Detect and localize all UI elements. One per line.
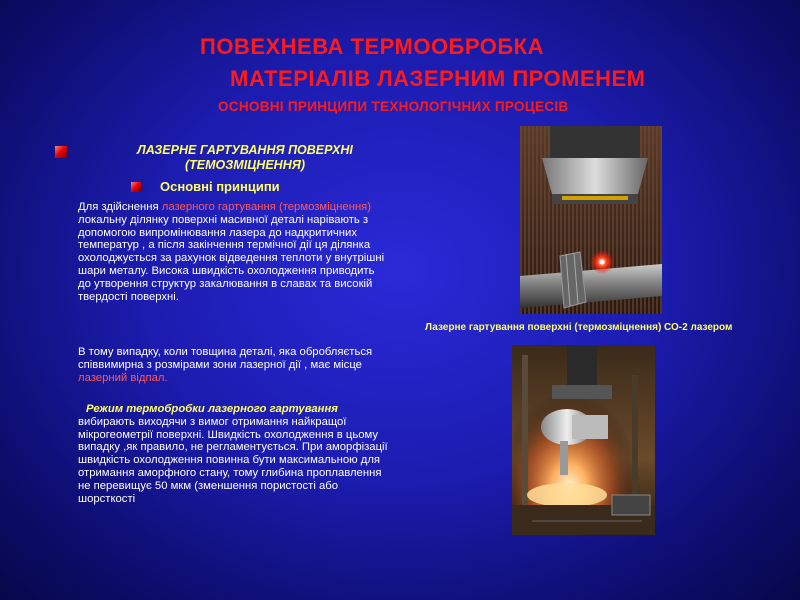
section-subheading: Основні принципи [160,179,280,194]
paragraph-3 [78,403,388,505]
bullet-square-icon [55,146,67,158]
paragraph-1-text-a: Для здійснення [78,201,162,213]
paragraph-3-text: вибирають виходячи з вимог отримання найкращої мікрогеометрії поверхні. Швидкість охолодження в цьому випадку ,як правило, не регламентується. При аморфізації швидкість охолодження повинна бути максимальною для отримання аморфного стану, тому глибина проплавлення не перевищує 50 мкм (зменшення пористості або шорсткості [78,415,388,505]
paragraph-3-heading: Режим термобробки лазерного гартування [86,403,338,415]
paragraph-2-highlight: лазерний відпал. [78,371,168,384]
laser-hardening-photo [520,126,662,314]
laser-processing-photo [512,345,655,535]
title-line-2: МАТЕРІАЛІВ ЛАЗЕРНИМ ПРОМЕНЕМ [230,66,646,91]
subtitle: ОСНОВНІ ПРИНЦИПИ ТЕХНОЛОГІЧНИХ ПРОЦЕСІВ [218,99,569,114]
paragraph-1-text-b: локальну ділянку поверхні масивної деталі нарівають з допомогою випромінювання лазера до надкритичних температур , а після закінчення термічної дії ця ділянка охолоджується за рахунок відведення теплоти у внутрішні шари металу. Висока швидкість охолодження приводить до утворення структур закалювання в славах та високій твердості поверхні. [78,213,385,303]
title-line-1: ПОВЕХНЕВА ТЕРМООБРОБКА [200,34,544,59]
section-heading: ЛАЗЕРНЕ ГАРТУВАННЯ ПОВЕРХНІ (ТЕМОЗМІЦНЕННЯ) [137,143,353,172]
paragraph-2-text: В тому випадку, коли товщина деталі, яка обробляється співвимирна з розмірами зони лазерної дії , має місце [78,346,373,371]
bullet-square-icon [131,182,141,192]
photo-caption: Лазерне гартування поверхні (термозміцнення) СО-2 лазером [425,322,733,333]
paragraph-1 [78,201,388,303]
laser-hardening-illustration [520,126,662,314]
laser-processing-illustration [512,345,655,535]
paragraph-1-highlight: лазерного гартування (термозміцнення) [161,201,372,213]
paragraph-2 [78,346,388,384]
